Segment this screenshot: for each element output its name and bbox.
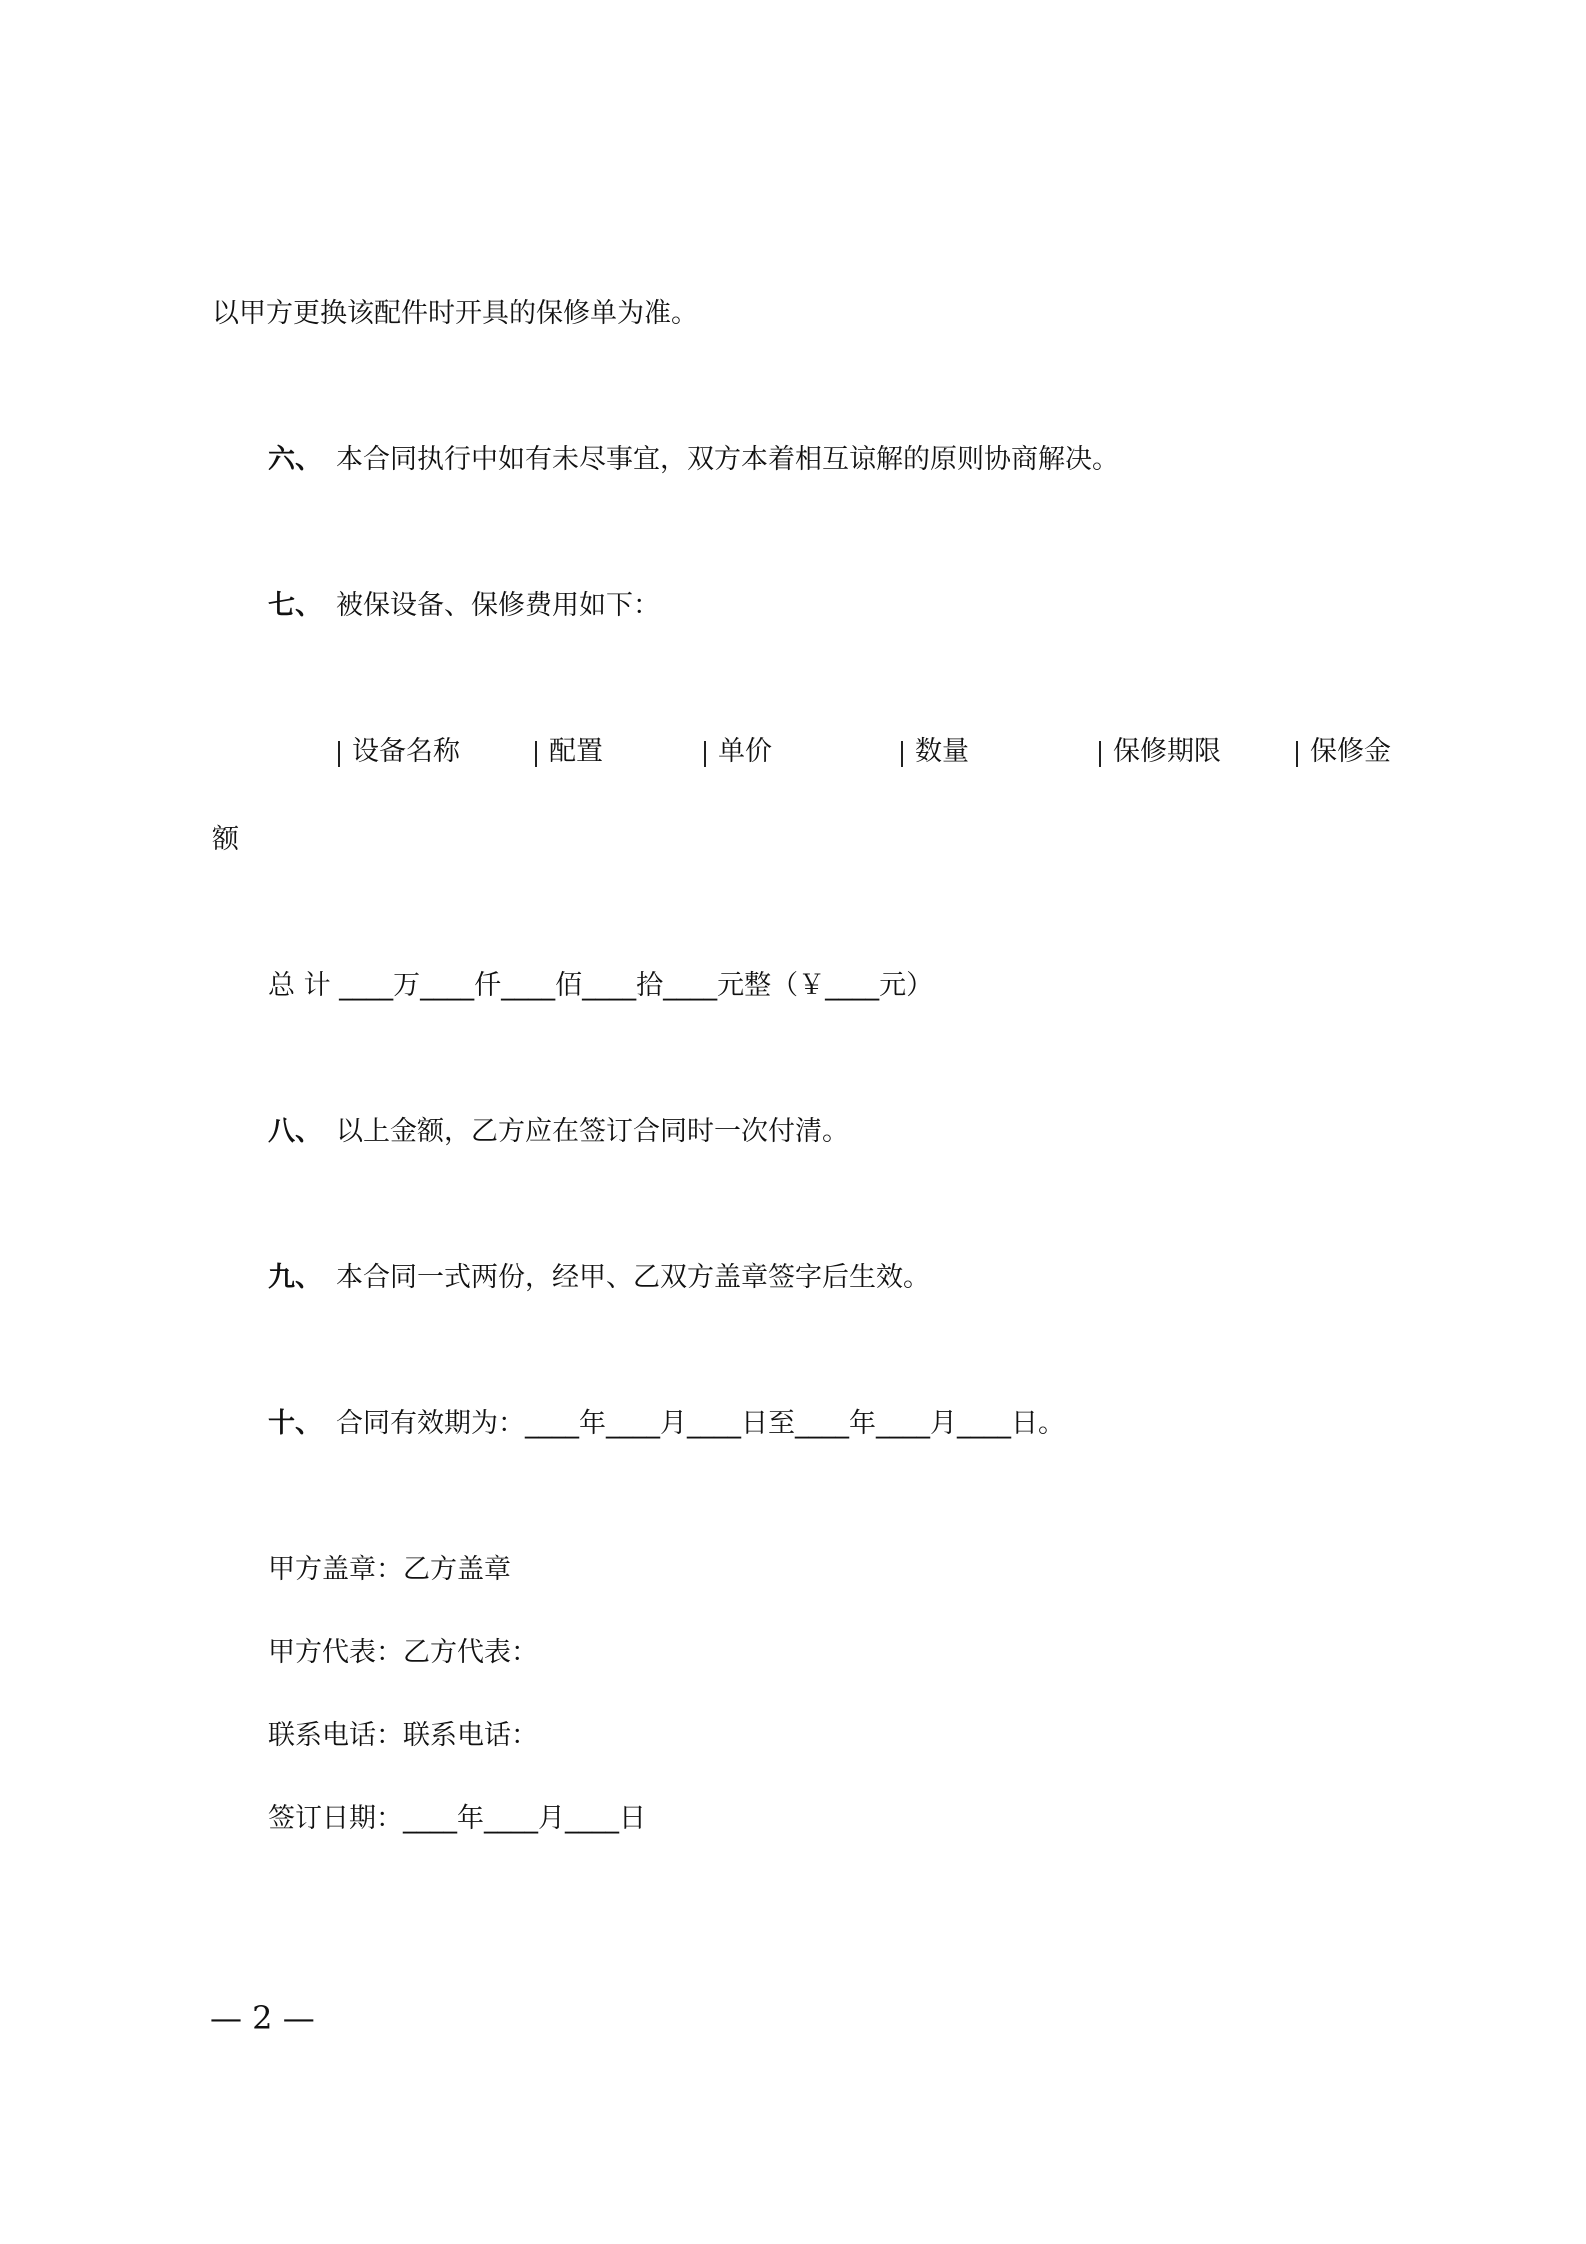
clause-8-text: 以上金额，乙方应在签订合同时一次付清。 bbox=[336, 1116, 849, 1147]
clause-9 bbox=[268, 1260, 930, 1296]
signature-representative-line: 甲方代表：乙方代表： bbox=[268, 1637, 538, 1668]
column-warranty-period: 保修期限 bbox=[1099, 734, 1221, 770]
clause-7 bbox=[268, 588, 660, 624]
clause-6-text: 本合同执行中如有未尽事宜，双方本着相互谅解的原则协商解决。 bbox=[336, 444, 1119, 475]
clause-10-number: 十、 bbox=[268, 1408, 322, 1439]
clause-9-number: 九、 bbox=[268, 1262, 322, 1293]
column-quantity: 数量 bbox=[901, 734, 969, 770]
column-warranty-amount: 保修金 bbox=[1296, 734, 1391, 770]
clause-7-text: 被保设备、保修费用如下： bbox=[336, 590, 660, 621]
column-configuration: 配置 bbox=[535, 734, 603, 770]
continuation-text: 以甲方更换该配件时开具的保修单为准。 bbox=[212, 298, 698, 329]
equipment-table-header bbox=[0, 734, 1586, 774]
clause-8 bbox=[268, 1114, 849, 1150]
column-unit-price: 单价 bbox=[704, 734, 772, 770]
page-number: — 2 — bbox=[210, 1999, 315, 2037]
clause-10-text: 合同有效期为：____年____月____日至____年____月____日。 bbox=[336, 1408, 1065, 1439]
signature-seal-line: 甲方盖章：乙方盖章 bbox=[268, 1554, 511, 1585]
column-equipment-name: 设备名称 bbox=[338, 734, 460, 770]
clause-7-number: 七、 bbox=[268, 590, 322, 621]
table-header-wrap: 额 bbox=[212, 824, 239, 855]
clause-10 bbox=[268, 1406, 1065, 1442]
clause-9-text: 本合同一式两份，经甲、乙双方盖章签字后生效。 bbox=[336, 1262, 930, 1293]
clause-8-number: 八、 bbox=[268, 1116, 322, 1147]
signature-phone-line: 联系电话：联系电话： bbox=[268, 1720, 538, 1751]
signature-date-line: 签订日期：____年____月____日 bbox=[268, 1803, 646, 1834]
clause-6-number: 六、 bbox=[268, 444, 322, 475]
clause-6 bbox=[268, 442, 1119, 478]
total-amount-line: 总 计 ____万____仟____佰____拾____元整（￥____元） bbox=[268, 970, 934, 1001]
